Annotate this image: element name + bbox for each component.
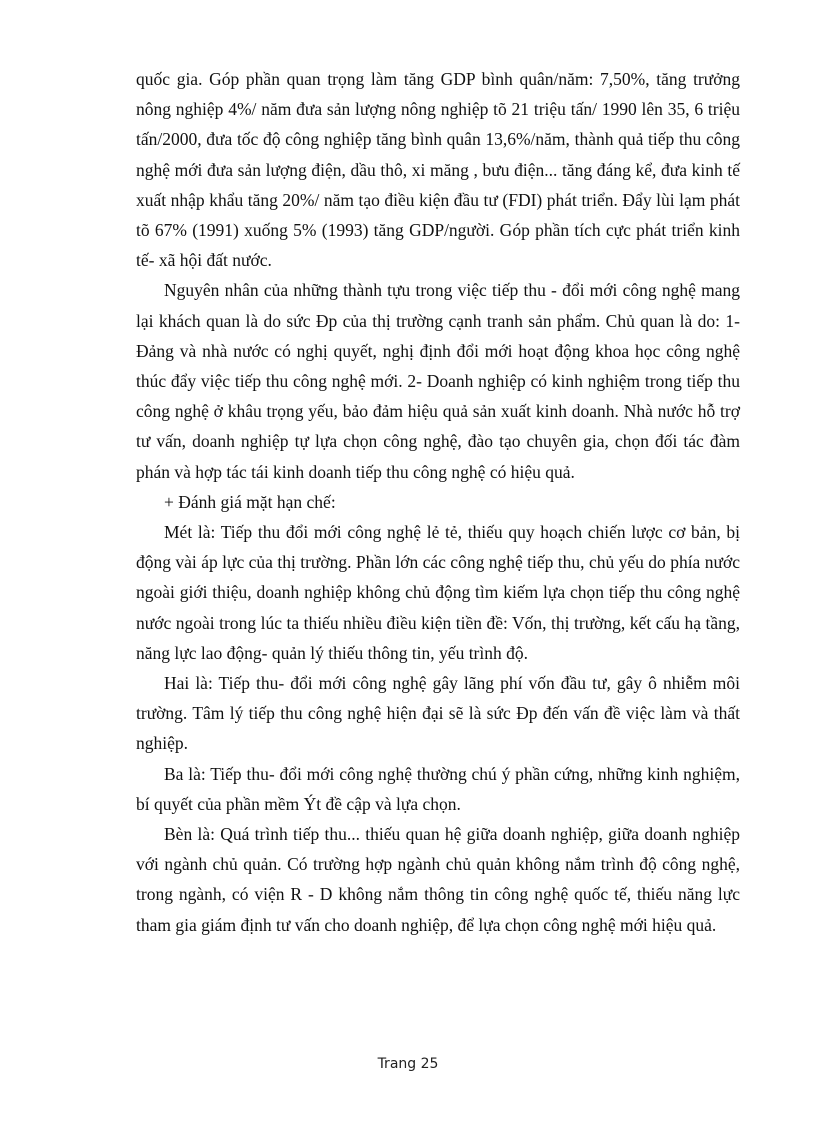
paragraph-continuation: quốc gia. Góp phần quan trọng làm tăng GDP bình quân/năm: 7,50%, tăng trưởng nông nghiệp 4%/ năm đưa sản lượng nông nghiệp tõ 21 triệu tấn/ 1990 lên 35, 6 triệu tấn/2000, đưa tốc độ công nghiệp tăng bình quân 13,6%/năm, thành quả tiếp thu công nghệ mới đưa sản lượng điện, dầu thô, xi măng , bưu điện... tăng đáng kể, đưa kinh tế xuất nhập khẩu tăng 20%/ năm tạo điều kiện đầu tư (FDI) phát triển. Đẩy lùi lạm phát tõ 67% (1991) xuống 5% (1993) tăng GDP/người. Góp phần tích cực phát triển kinh tế- xã hội đất nước. (136, 69, 740, 271)
paragraph-limitation-three: Ba là: Tiếp thu- đổi mới công nghệ thường chú ý phần cứng, những kinh nghiệm, bí quyết của phần mềm Ýt đề cập và lựa chọn. (136, 763, 740, 814)
paragraph-limitation-one: Mét là: Tiếp thu đổi mới công nghệ lẻ tẻ, thiếu quy hoạch chiến lược cơ bản, bị động vài áp lực của thị trường. Phần lớn các công nghệ tiếp thu, chủ yếu do phía nước ngoài giới thiệu, doanh nghiệp không chủ động tìm kiếm lựa chọn tiếp thu công nghệ nước ngoài trong lúc ta thiếu nhiều điều kiện tiền đề: Vốn, thị trường, kết cấu hạ tầng, năng lực lao động- quản lý thiếu thông tin, yếu trình độ. (136, 522, 740, 663)
section-heading-limitations: + Đánh giá mặt hạn chế: (164, 491, 336, 512)
paragraph-achievement-causes: Nguyên nhân của những thành tựu trong việc tiếp thu - đổi mới công nghệ mang lại khách quan là do sức Đp của thị trường cạnh tranh sản phẩm. Chủ quan là do: 1- Đảng và nhà nước có nghị quyết, nghị định đổi mới hoạt động khoa học công nghệ thúc đẩy việc tiếp thu công nghệ mới. 2- Doanh nghiệp có kinh nghiệm trong tiếp thu công nghệ ở khâu trọng yếu, bảo đảm hiệu quả sản xuất kinh doanh. Nhà nước hỗ trợ tư vấn, doanh nghiệp tự lựa chọn công nghệ, đào tạo chuyên gia, chọn đối tác đàm phán và hợp tác tái kinh doanh tiếp thu công nghệ có hiệu quả. (136, 280, 740, 482)
body-text (136, 64, 740, 940)
paragraph-limitation-four: Bèn là: Quá trình tiếp thu... thiếu quan hệ giữa doanh nghiệp, giữa doanh nghiệp với ngành chủ quản. Có trường hợp ngành chủ quản không nắm trình độ công nghệ, trong ngành, có viện R - D không nắm thông tin công nghệ quốc tế, thiếu năng lực tham gia giám định tư vấn cho doanh nghiệp, để lựa chọn công nghệ mới hiệu quả. (136, 824, 740, 935)
paragraph-limitation-two: Hai là: Tiếp thu- đổi mới công nghệ gây lãng phí vốn đầu tư, gây ô nhiễm môi trường. Tâm lý tiếp thu công nghệ hiện đại sẽ là sức Đp đến vấn đề việc làm và thất nghiệp. (136, 673, 740, 754)
page-number: Trang 25 (377, 1056, 439, 1072)
